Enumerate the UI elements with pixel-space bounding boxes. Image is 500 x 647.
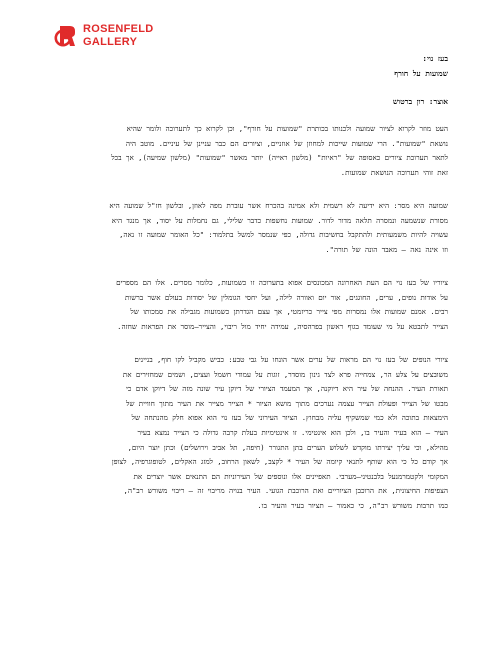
- paragraph-line: תאורת העיר. ההנחה של עיר היא דיוקנה, אך המעמד הציורי של דיוקן עיר שונה מזה של דיוקן אדם כי: [126, 384, 448, 394]
- gallery-name: [83, 23, 154, 49]
- paragraph-line: עשויה להיות משמעותית ולהתקבל בחשיבות גדולה, כפי שנמסר למשל בתלמוד: "כל האומר שמועה זו נאה,: [119, 230, 448, 240]
- paragraph-4: [52, 353, 448, 514]
- paragraph-line: העט מוזר לקרוא לציור שמועה ולכנותו בכותרת "שמועות על חורף", וכן לקרוא כך לתערוכה ולומר שהיא: [126, 124, 448, 133]
- curator-block: [52, 95, 448, 110]
- paragraph-line: נושאת "שמועות". הרי שמועות שייכות למחוזן של אוזניים, וציורים הם כבר עניינן של עיניים. מוטב היה: [125, 138, 448, 148]
- paragraph-line: כמו תרבות משורש רב"ה, כי כאמור – תציור בעיר והעיר בו.: [257, 500, 448, 510]
- paragraph-line: הימצאות בתוכה ולא כמי שמשקיף עליה מבחוץ. הציור העירוני של בעז נוי הוא אפוא חלק מהנתחה של: [131, 413, 448, 423]
- curator-line: אוצר: רון ברטוש: [392, 97, 448, 106]
- paragraph-line: וזו אינה נאה – מאבד הונה של תורה".: [325, 244, 448, 254]
- exhibition-title: שמועות על חורף: [394, 68, 448, 78]
- paragraph-line: ציוריו של בעז נוי הם העת האחרונה המכונסים אפוא בתערוכה זו כשמועות, כלומר מסרים. אלו הם מספרים: [116, 278, 448, 287]
- paragraph-line: אך קודם כל כי הוא שותף לתנאי קיומה של העיר * לקצב, לשאון הרחוב, למזג האקלים, לטופוגרפיה, לצופן: [111, 457, 448, 467]
- paragraph-line: המקומי ולקטמרמנעל בלבנטיני–מערבי. תאפיינים אלו ונוספים של העירוניות הם התנאים אשר יוצרים את: [133, 471, 448, 481]
- paragraph-3: [52, 276, 448, 334]
- paragraph-line: העיר – הוא בעיר והעיר בו, ולכן הוא אינטימי. זו אינטימיות בעלת קרבה גדולה כי הצייר נמצא בעיר: [137, 427, 448, 437]
- paragraph-line: ציורי הנופים של בעז נוי הם מראות של ערים אשר הונחו על גבי טבע: כביש מקביל לקו חוף, בניינים: [134, 355, 448, 364]
- paragraph-line: רבים. אמנם שמועות אלו נמסרות מפי צייר כריזמטי, אך עצם הגדרתן כשמועות מגבילה את סמכותו של: [130, 307, 448, 317]
- paragraph-line: על אודות נופים, ערים, החוגגים, אור יום ואוורה לילה, ועל יחסי הגומלין של יסודות בעולם אשר ברשות: [124, 292, 448, 302]
- gallery-logo-icon: [54, 23, 76, 49]
- gallery-logo[interactable]: [54, 23, 154, 49]
- header-block: [52, 52, 448, 81]
- paragraph-1: [52, 122, 448, 180]
- paragraph-line: מהילא, וכי עליך יצירתו מוקדש לשלוש הערים בתן התגורר (חיפה, תל אביב וירושלים) וכתן יוצר היום,: [127, 442, 448, 452]
- paragraph-line: שמועה היא מסר: היא ידיעה לא רשמית ולא אמינה בהכרח אשר עוברת מפה לאוזן, ובלשון חז"ל שמועה היא: [109, 201, 448, 210]
- paragraph-line: הצפיפות החיצונית, את הרוכבן הציוריים ואת הרוכבת הגועי. העיר בנויה מריבוי זה – ריבוי משורש רב"ה,: [123, 486, 448, 496]
- paragraph-line: מבטו של הצייר ופעולת הצייר עצמה נערכים מתוך מושא הציור * הצייר מצייר את העיר מתוך חוויית של: [125, 398, 448, 408]
- gallery-name-line1: ROSENFELD: [83, 23, 154, 35]
- paragraph-line: מסורת שנשמעה ונמסרה תלאה מדור לדור. שמועות נחשפות כדבר שלילי, גם נחמלות על יסוד, אך מנגד היא: [111, 215, 448, 225]
- paragraph-line: לתאר תערוכת ציורים כאסופה של "ראיות" (מלשון ראייה) יותר מאשר "שמועות" (מלשון שמיעה), אך בכל: [111, 153, 448, 163]
- paragraph-line: זאת זוהי תערוכה הנושאת שמועות.: [340, 167, 448, 177]
- artist-name: בעז נוי:: [422, 54, 448, 63]
- paragraph-2: [52, 199, 448, 257]
- paragraph-line: משובצים על צלע הר, צמחייה פרא לצד גינון מוסדר, זוגות על עמודי חשמל ועצים, ושמים שמחזירים את: [122, 369, 448, 379]
- paragraph-line: הצייר לתבטא על מי שעומד בגוף ראשון בפרהסיה, עמידה יחיד מול ריבוי, והצייר–מוסר את הפראות שחזה.: [117, 321, 448, 331]
- gallery-name-line2: GALLERY: [83, 36, 138, 48]
